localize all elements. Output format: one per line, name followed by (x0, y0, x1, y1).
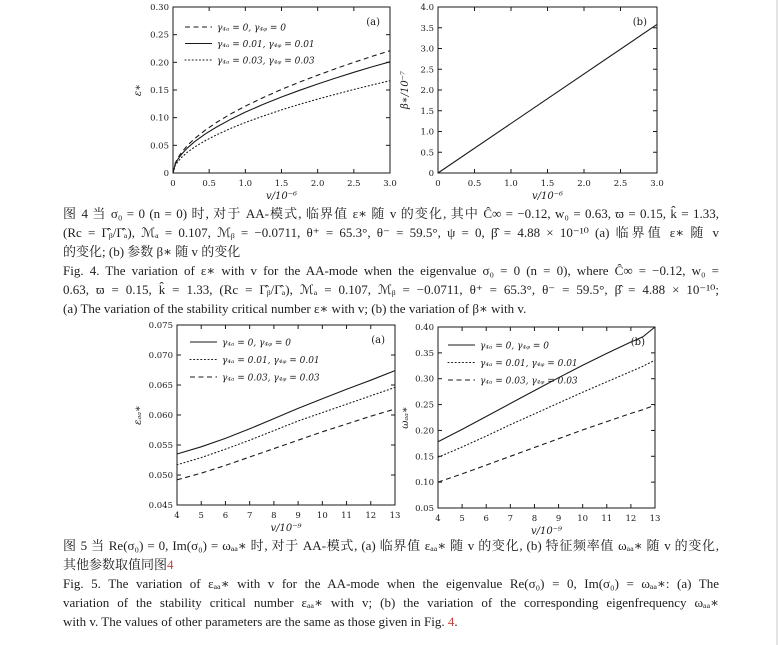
x-tick-label: 0.5 (202, 179, 216, 189)
x-tick-label: 12 (625, 514, 637, 524)
panel-label: (a) (366, 17, 380, 28)
y-tick-label: 0.35 (415, 348, 434, 359)
x-tick-label: 8 (271, 511, 277, 521)
x-tick-label: 7 (246, 511, 253, 521)
caption-line: variation of the stability critical number εₐₐ∗ with v; (b) the variation of the corresponding eigenfrequency ωₐₐ∗ (63, 595, 719, 610)
x-tick-label: 12 (365, 511, 377, 521)
y-tick-label: 0.15 (150, 86, 169, 96)
x-tick-label: 1.5 (540, 179, 555, 189)
x-tick-label: 0.5 (467, 179, 482, 189)
x-tick-label: 13 (389, 511, 401, 521)
caption-text: with v. The values of other parameters are the same as those given in Fig. (63, 614, 448, 629)
legend-label: γ₄ₐ = 0.01, γ₄ᵩ = 0.01 (222, 356, 320, 366)
figure4-caption (63, 204, 719, 318)
caption-line: 图 4 当 σ₀ = 0 (n = 0) 时, 对于 AA-模式, 临界值 ε∗ 随 v 的变化, 其中 Ĉ∞ = −0.12, w₀ = 0.63, ϖ = 0.15, k̂ = 1.33, (63, 206, 719, 221)
series-line-dotted (177, 387, 395, 464)
caption-text: . (454, 614, 458, 629)
figure5-panel-b-chart (398, 320, 666, 536)
x-tick-label: 1.0 (238, 179, 253, 189)
x-tick-label: 4 (174, 511, 180, 521)
y-tick-label: 2.5 (420, 65, 434, 76)
y-tick-label: 0.25 (150, 30, 169, 41)
legend-label: γ₄ₐ = 0, γ₄ᵩ = 0 (217, 23, 287, 34)
y-tick-label: 0.05 (150, 141, 169, 152)
series-line-solid (173, 62, 390, 173)
caption-line: Fig. 5. The variation of εₐₐ∗ with v for the AA-mode when the eigenvalue Re(σ₀) = 0, Im(σ₀) = ωₐₐ∗: (a) The (63, 576, 719, 591)
figure-reference-link[interactable]: 4 (167, 557, 174, 572)
panel-label: (b) (632, 17, 647, 28)
caption-line: 0.63, ϖ = 0.15, k̂ = 1.33, (Rc = Γ̂ᵦ/Γ̂ₐ), ℳₐ = 0.107, ℳᵦ = −0.0711, θ⁺ = 65.3°, θ⁻ = 59.5°, β̂ = 4.88 × 10⁻¹⁰; (63, 282, 719, 297)
y-tick-label: 0.050 (148, 471, 173, 481)
y-tick-label: 0.070 (148, 351, 173, 361)
legend-label: γ₄ₐ = 0.03, γ₄ᵩ = 0.03 (217, 56, 315, 67)
y-tick-label: 0.5 (420, 148, 434, 159)
x-tick-label: 2.5 (613, 179, 628, 189)
figure-reference-link[interactable]: 4 (447, 614, 455, 629)
y-tick-label: 3.0 (420, 44, 434, 55)
x-tick-label: 0 (170, 179, 176, 189)
y-tick-label: 0.065 (148, 381, 173, 391)
caption-line: (Rc = Γ̂ᵦ/Γ̂ₐ), ℳₐ = 0.107, ℳᵦ = −0.0711, θ⁺ = 65.3°, θ⁻ = 59.5°, ψ = 0, β̂ = 4.88 × 10⁻¹⁰ (a) 临界值 ε∗ 随 v (63, 225, 719, 240)
caption-line (63, 612, 719, 631)
caption-line: (a) The variation of the stability critical number ε∗ with v; (b) the variation of β∗ with v. (63, 301, 527, 316)
axes-frame (438, 7, 657, 173)
axes-frame (438, 327, 655, 508)
y-tick-label: 0.20 (415, 426, 434, 437)
x-tick-label: 10 (316, 511, 328, 521)
figure4-panel-b-chart (396, 0, 668, 207)
x-tick-label: 6 (483, 514, 489, 524)
y-tick-label: 0.045 (148, 501, 173, 511)
legend-label: γ₄ₐ = 0, γ₄ᵩ = 0 (480, 341, 550, 352)
y-tick-label: 0.055 (148, 441, 173, 451)
y-axis-label: ωₐₐ∗ (400, 406, 411, 429)
y-tick-label: 0.10 (415, 478, 434, 489)
x-tick-label: 9 (555, 514, 562, 524)
x-tick-label: 0 (435, 179, 441, 189)
y-tick-label: 0 (163, 169, 169, 179)
legend-label: γ₄ₐ = 0.03, γ₄ᵩ = 0.03 (222, 373, 320, 384)
y-tick-label: 3.5 (420, 23, 434, 34)
axes-frame (177, 325, 395, 505)
x-tick-label: 11 (601, 514, 613, 524)
figure5-panel-a-chart (133, 320, 405, 536)
y-axis-label: εₐₐ∗ (133, 405, 144, 425)
x-tick-label: 10 (577, 514, 589, 524)
caption-line: 的变化; (b) 参数 β∗ 随 v 的变化 (63, 244, 241, 259)
x-tick-label: 5 (459, 514, 465, 524)
caption-text: 其他参数取值同图 (63, 557, 168, 572)
y-tick-label: 0.25 (415, 400, 434, 411)
y-tick-label: 2.0 (420, 86, 434, 96)
y-tick-label: 0.30 (415, 374, 434, 385)
y-tick-label: 0.20 (150, 58, 169, 69)
legend-label: γ₄ₐ = 0.01, γ₄ᵩ = 0.01 (217, 40, 315, 50)
x-tick-label: 9 (295, 511, 301, 521)
x-tick-label: 13 (649, 514, 661, 524)
x-tick-label: 7 (507, 514, 514, 524)
y-tick-label: 4.0 (420, 3, 434, 13)
legend-label: γ₄ₐ = 0.01, γ₄ᵩ = 0.01 (480, 359, 578, 369)
x-tick-label: 1.5 (274, 179, 289, 189)
figure5-caption (63, 536, 719, 631)
figure4-panel-a-chart (128, 0, 400, 207)
x-tick-label: 2.5 (347, 179, 361, 189)
legend-label: γ₄ₐ = 0.03, γ₄ᵩ = 0.03 (480, 376, 578, 387)
series-line-dotted (173, 81, 390, 173)
x-tick-label: 11 (341, 511, 352, 521)
panel-label: (a) (371, 335, 385, 346)
y-axis-label: ε∗ (133, 83, 144, 97)
y-tick-label: 0.40 (415, 323, 434, 333)
y-axis-label: β∗/10⁻⁷ (400, 71, 411, 109)
y-tick-label: 0.075 (148, 321, 173, 331)
y-tick-label: 1.5 (420, 106, 434, 117)
y-tick-label: 0.10 (150, 113, 169, 124)
y-tick-label: 1.0 (420, 127, 434, 138)
x-tick-label: 8 (531, 514, 538, 524)
x-axis-label: v/10⁻⁹ (270, 523, 302, 534)
series-line-dashed (173, 51, 390, 173)
legend-label: γ₄ₐ = 0, γ₄ᵩ = 0 (222, 338, 292, 349)
x-tick-label: 3.0 (650, 179, 664, 189)
x-axis-label: v/10⁻⁶ (531, 191, 564, 202)
x-tick-label: 2.0 (310, 179, 325, 189)
x-tick-label: 6 (222, 511, 229, 521)
y-tick-label: 0.060 (148, 411, 173, 421)
x-axis-label: v/10⁻⁹ (530, 526, 563, 536)
x-axis-label: v/10⁻⁶ (265, 191, 298, 202)
caption-line (63, 555, 719, 574)
x-tick-label: 5 (198, 511, 204, 521)
caption-line: Fig. 4. The variation of ε∗ with v for the AA-mode when the eigenvalue σ₀ = 0 (n = 0), where Ĉ∞ = −0.12, w₀ = (63, 263, 719, 278)
x-tick-label: 1.0 (504, 179, 518, 189)
series-line-dashed (438, 405, 655, 482)
panel-label: (b) (630, 337, 645, 348)
y-tick-label: 0.30 (150, 3, 169, 13)
x-tick-label: 4 (435, 514, 441, 524)
y-tick-label: 0.05 (415, 504, 434, 514)
caption-line: 图 5 当 Re(σ₀) = 0, Im(σ₀) = ωₐₐ∗ 时, 对于 AA-模式, (a) 临界值 εₐₐ∗ 随 v 的变化, (b) 特征频率值 ωₐₐ∗ 随 v 的变化, (63, 538, 719, 553)
x-tick-label: 2.0 (577, 179, 591, 189)
y-tick-label: 0 (428, 169, 434, 179)
y-tick-label: 0.15 (415, 452, 434, 463)
x-tick-label: 3.0 (383, 179, 397, 189)
series-line-solid (438, 24, 657, 173)
